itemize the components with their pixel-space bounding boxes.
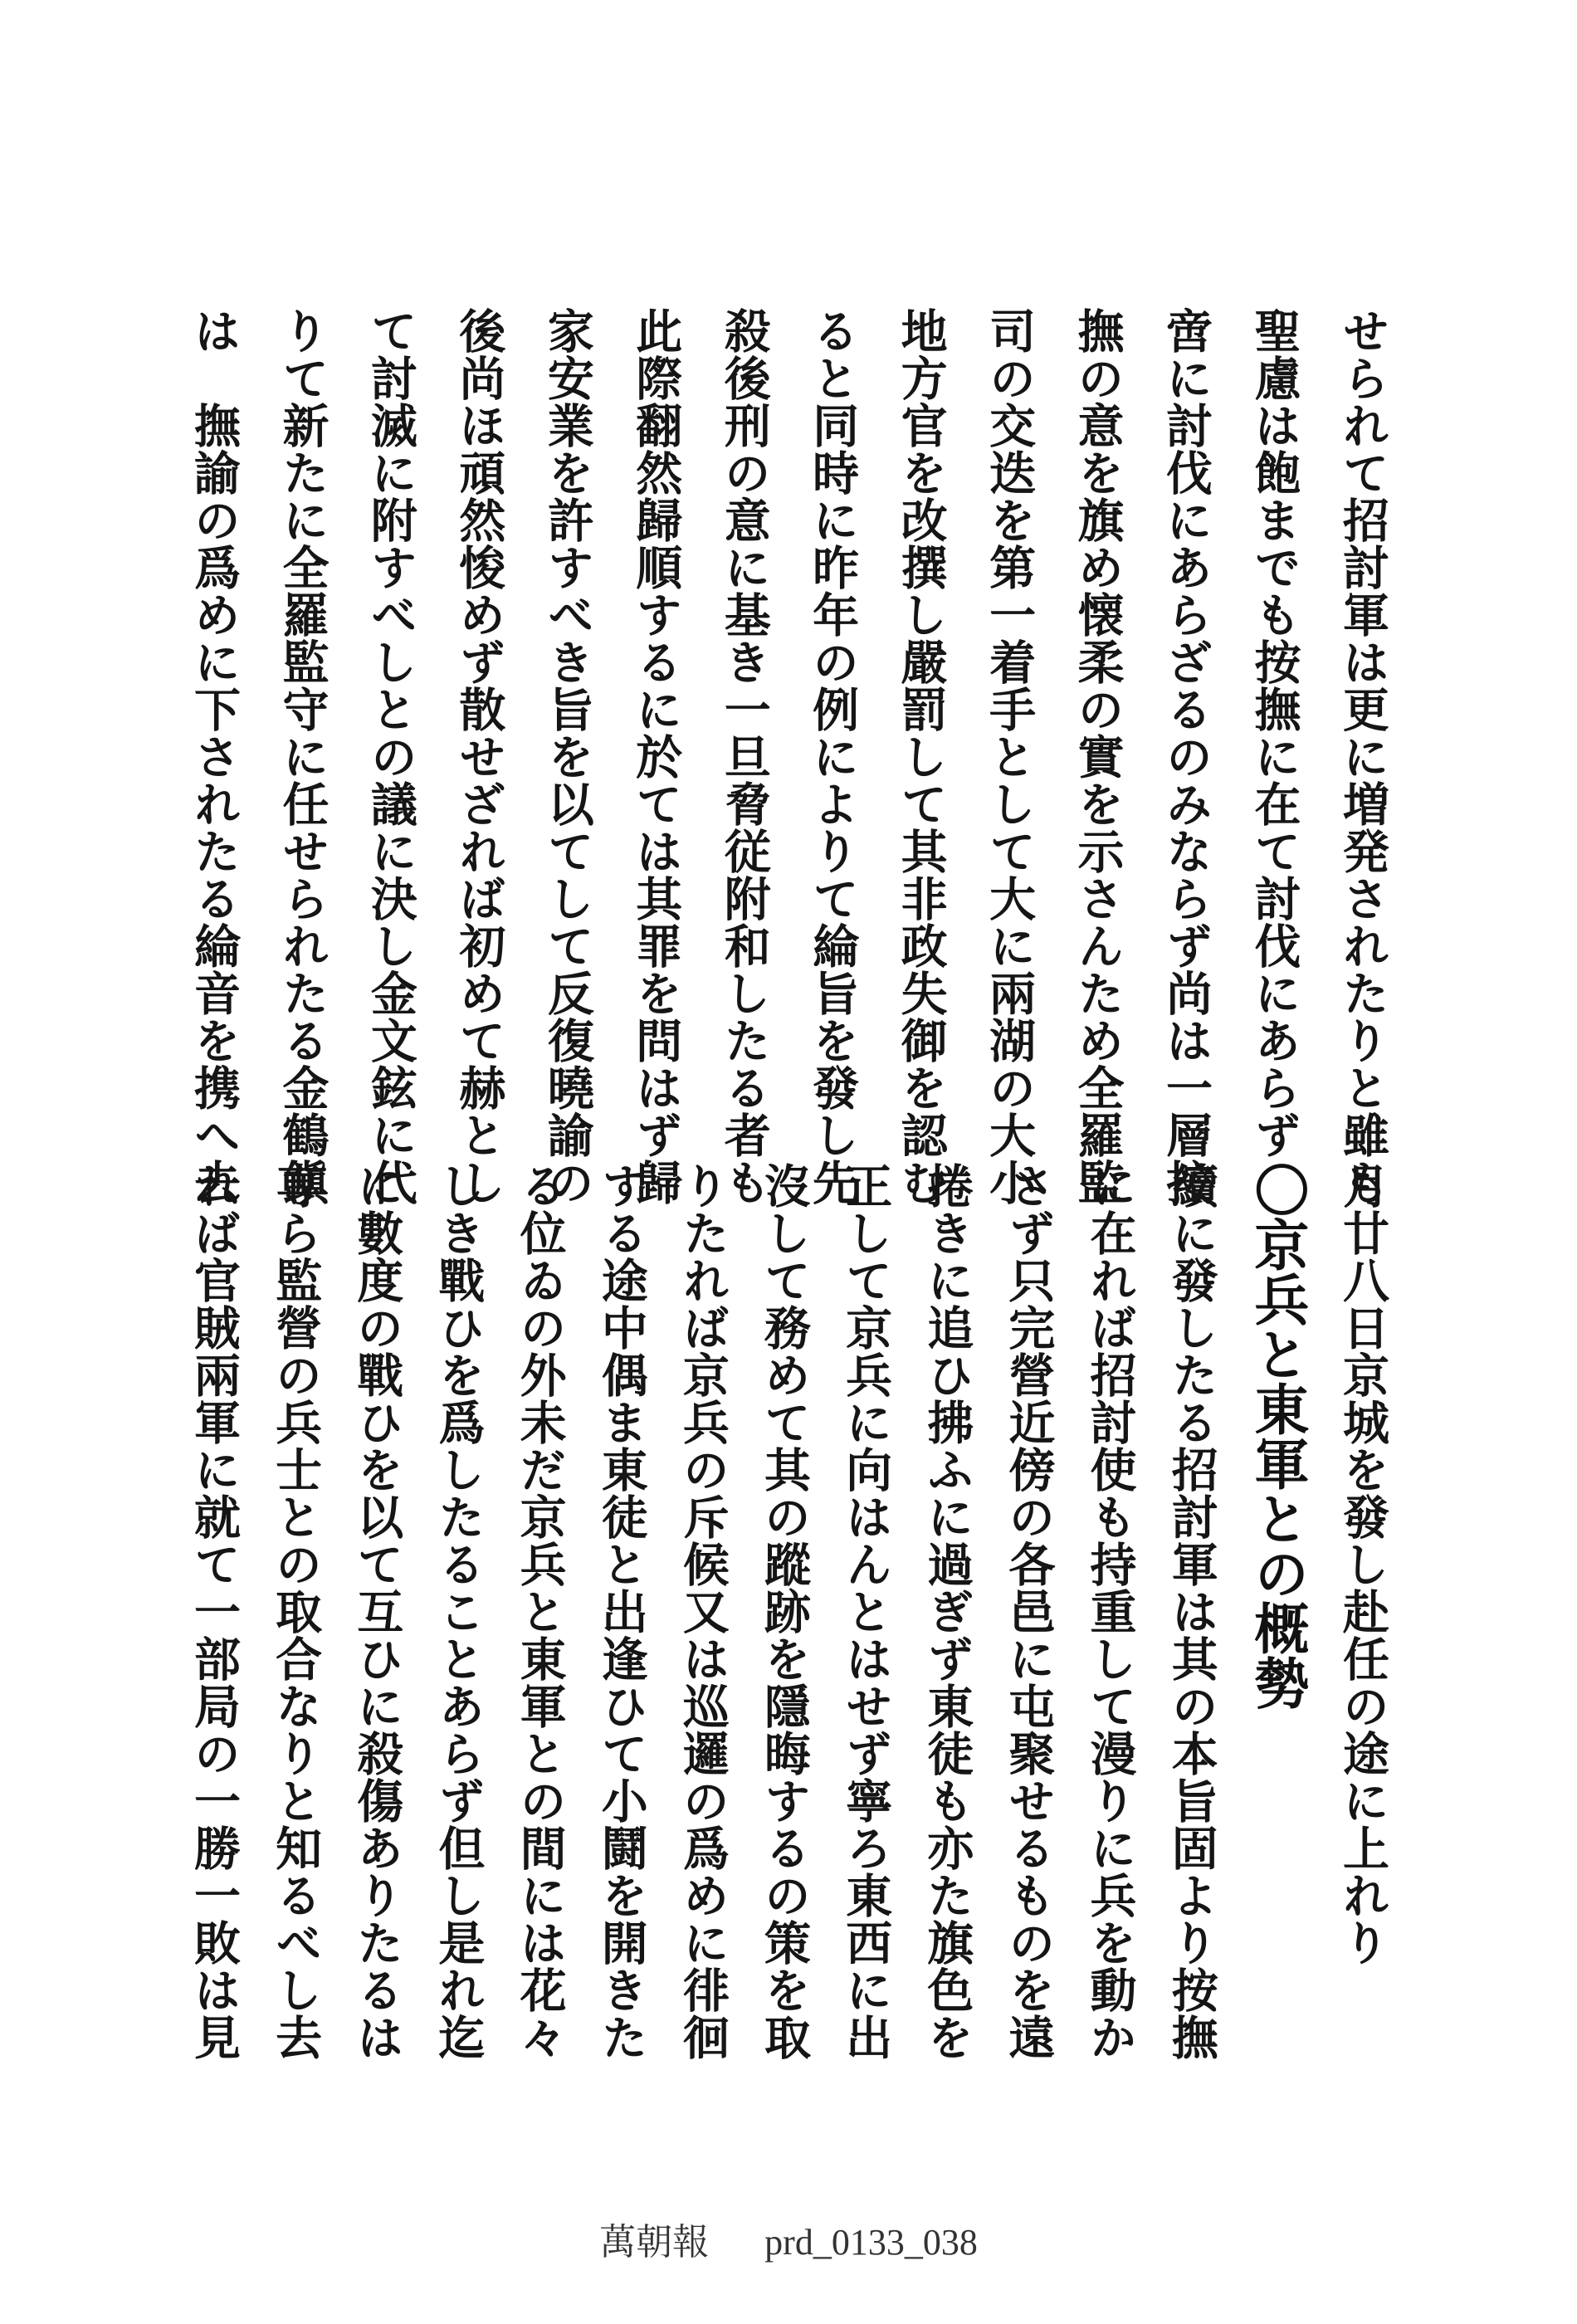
publication-name: 萬朝報 bbox=[599, 2222, 710, 2263]
text-column: る位ゐの外未だ京兵と東軍との間には花々 bbox=[512, 1162, 568, 2061]
text-column: 撫の意を旗め懐柔の實を示さんため全羅監 bbox=[1070, 307, 1125, 1206]
text-column: せられて招討軍は更に増発されたりと雖も bbox=[1335, 307, 1390, 1206]
text-column: しき戰ひを爲したることあらず但し是れ迄 bbox=[431, 1162, 486, 2061]
text-column: は 撫諭の爲めに下されたる綸音を携へ去 bbox=[187, 307, 242, 1206]
text-column: 聖慮は飽までも按撫に在て討伐にあらず bbox=[1247, 307, 1302, 1159]
text-column: 月廿八日京城を發し赴任の途に上れり bbox=[1335, 1162, 1390, 1966]
section-heading: 〇京兵と東軍との概勢 bbox=[1244, 1162, 1310, 1710]
text-column: 沒して務めて其の蹤跡を隱晦するの策を取 bbox=[756, 1162, 812, 2061]
text-column: 正して京兵に向はんとはせず寧ろ東西に出 bbox=[838, 1162, 894, 2061]
text-column: さず只完營近傍の各邑に屯聚せるものを遠 bbox=[1001, 1162, 1057, 2061]
text-column: りたれば京兵の斥候又は巡邏の爲めに徘徊 bbox=[675, 1162, 730, 2061]
text-column: 殺後刑の意に基き一旦脅従附和したる者も bbox=[716, 307, 772, 1206]
text-column: する途中偶ま東徒と出逢ひて小鬪を開きた bbox=[593, 1162, 649, 2061]
text-column: 家安業を許すべき旨を以てして反復曉諭の bbox=[540, 307, 595, 1206]
page-footer bbox=[0, 2212, 1577, 2265]
page-identifier: prd_0133_038 bbox=[764, 2222, 978, 2263]
text-column: 此際翻然歸順するに於ては其罪を問はず歸 bbox=[628, 307, 684, 1206]
text-column: に數度の戰ひを以て互ひに殺傷ありたるは bbox=[349, 1162, 405, 2061]
text-column: 地方官を改撰し嚴罰して其非政失御を認む bbox=[893, 307, 949, 1206]
text-column: て討滅に附すべしとの議に決し金文鉉に代 bbox=[363, 307, 418, 1206]
text-column: ると同時に昨年の例によりて綸旨を發し先 bbox=[805, 307, 861, 1206]
text-column: 續に發したる招討軍は其の本旨固より按撫 bbox=[1164, 1162, 1219, 2061]
upper-text-block bbox=[187, 307, 1390, 1206]
text-column: 後尚ほ頑然悛めず散せざれば初めて赫とし bbox=[452, 307, 507, 1206]
text-column: 専ら監營の兵士との取合なりと知るべし去 bbox=[268, 1162, 324, 2061]
text-column: 啻に討伐にあらざるのみならず尚は一層按 bbox=[1158, 307, 1213, 1206]
text-column: 司の交迭を第一着手として大に兩湖の大小 bbox=[982, 307, 1038, 1206]
text-column: に在れば招討使も持重して漫りに兵を動か bbox=[1082, 1162, 1138, 2061]
text-column: りて新たに全羅監守に任せられたる金鶴鎭 bbox=[275, 307, 330, 1206]
lower-text-block bbox=[187, 1162, 1390, 2061]
text-column: れば官賊兩軍に就て一部局の一勝一敗は見 bbox=[187, 1162, 242, 2061]
text-column: 捲きに追ひ拂ふに過ぎず東徒も亦た旗色を bbox=[920, 1162, 975, 2061]
